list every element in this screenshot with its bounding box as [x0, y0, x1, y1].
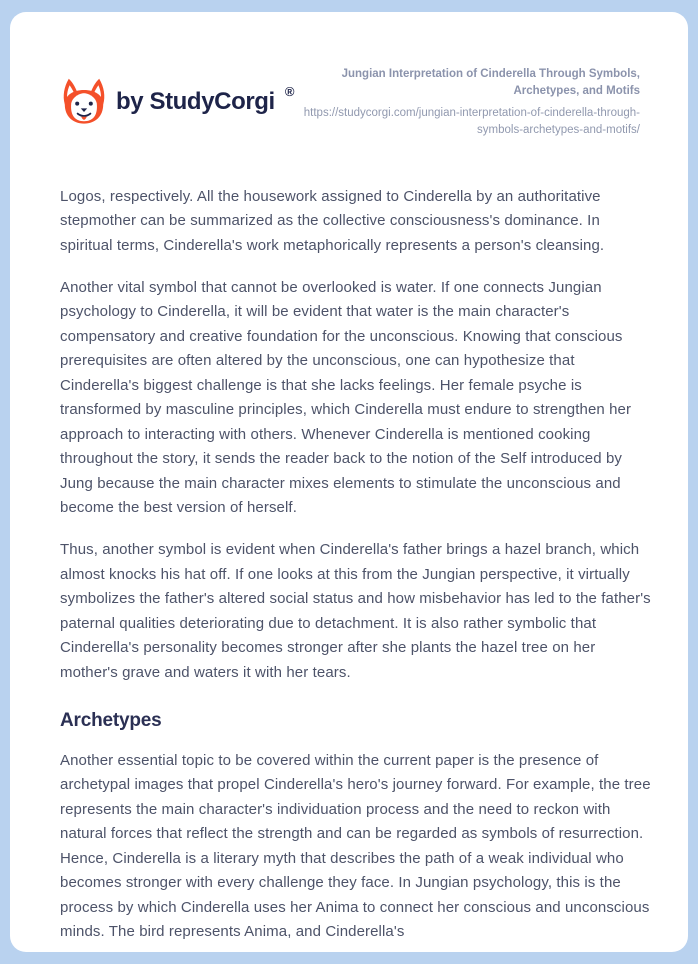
brand-name: by StudyCorgi [116, 88, 275, 116]
document-url: https://studycorgi.com/jungian-interpretation-of-cinderella-through-symbols-archetypes-and-motifs/ [303, 107, 640, 137]
document-card [10, 12, 688, 952]
corgi-logo-icon [60, 74, 108, 130]
paragraph-archetypal-images: Another essential topic to be covered within the current paper is the presence of archetypal images that propel Cinderella's hero's journey forward. For example, the tree represents the main character's individuation process and the need to reckon with natural forces that reflect the strength and can be regarded as symbols of resurrection. Hence, Cinderella is a literary myth that describes the path of a weak individual who becomes stronger with every challenge they face. In Jungian psychology, this is the process by which Cinderella uses her Anima to connect her conscious and unconscious minds. The bird represents Anima, and Cinderella's [60, 752, 651, 941]
article-body [60, 185, 656, 945]
paragraph-hazel-branch: Thus, another symbol is evident when Cinderella's father brings a hazel branch, which almost knocks his hat off. If one looks at this from the Jungian perspective, it virtually symbolizes the father's altered social status and how misbehavior has led to the father's paternal qualities deteriorating due to detachment. It is also rather symbolic that Cinderella's personality becomes stronger after she plants the hazel tree on her mother's grave and waters it with her tears. [60, 541, 651, 681]
document-header [60, 66, 640, 139]
paragraph-logos-housework: Logos, respectively. All the housework assigned to Cinderella by an authoritative stepmother can be summarized as the collective consciousness's dominance. In spiritual terms, Cinderella's work metaphorically represents a person's cleansing. [60, 187, 605, 254]
registered-trademark-icon: ® [284, 84, 295, 100]
studycorgi-brand [60, 74, 294, 130]
paragraph-water-symbol: Another vital symbol that cannot be overlooked is water. If one connects Jungian psychology to Cinderella, it will be evident that water is the main character's compensatory and creative foundation for the unconscious. Knowing that conscious prerequisites are often altered by the unconscious, one can hypothesize that Cinderella's biggest challenge is that she lacks feelings. Her female psyche is transformed by masculine principles, which Cinderella must endure to strengthen her approach to interacting with others. Whenever Cinderella is mentioned cooking throughout the story, it sends the reader back to the notion of the Self introduced by Jung because the main character mixes elements to stimulate the unconscious and become the best version of herself. [60, 279, 632, 516]
document-meta [300, 66, 640, 139]
document-title: Jungian Interpretation of Cinderella Through Symbols, Archetypes, and Motifs [341, 68, 640, 97]
section-heading-archetypes: Archetypes [60, 710, 162, 731]
